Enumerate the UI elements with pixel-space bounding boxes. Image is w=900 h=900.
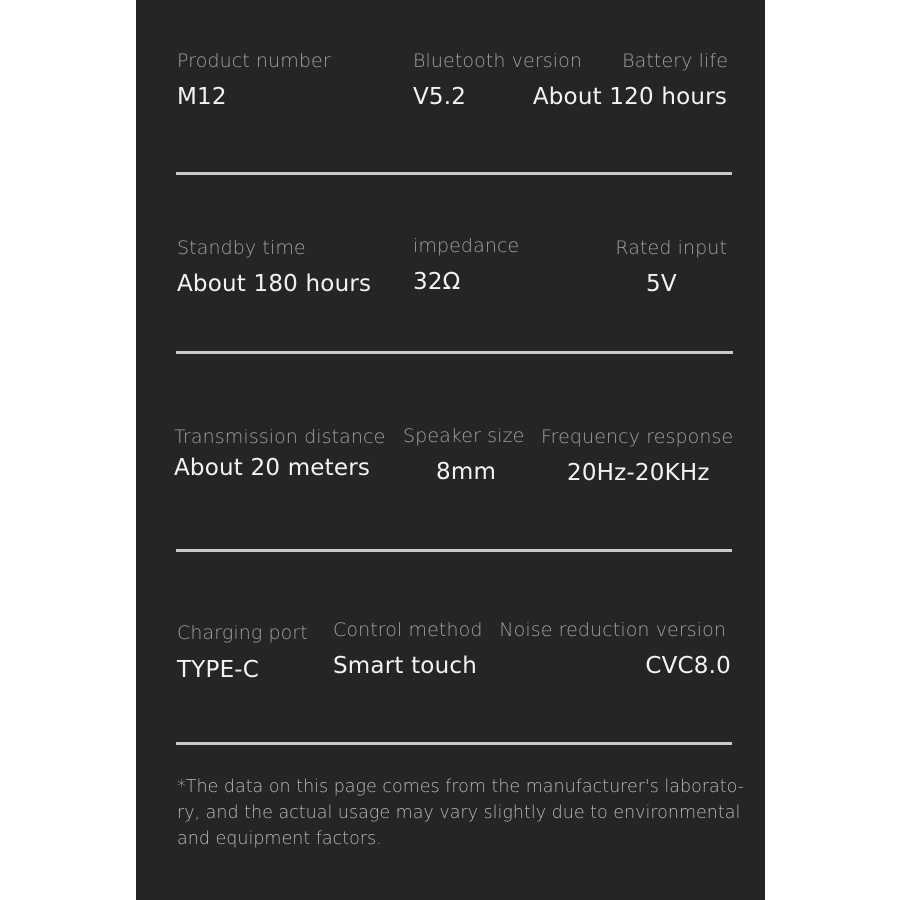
spec-value-product-number: M12 — [177, 84, 227, 110]
spec-label-frequency-response: Frequency response — [541, 426, 734, 448]
spec-label-charging-port: Charging port — [177, 622, 308, 644]
spec-label-battery-life: Battery life — [622, 50, 728, 72]
spec-value-noise-reduction-version: CVC8.0 — [645, 653, 731, 679]
spec-value-rated-input: 5V — [646, 271, 677, 297]
spec-label-control-method: Control method — [333, 619, 483, 641]
spec-value-charging-port: TYPE-C — [177, 657, 260, 683]
footnote-line-3: and equipment factors. — [177, 829, 382, 849]
spec-value-frequency-response: 20Hz-20KHz — [567, 460, 710, 486]
spec-value-transmission-distance: About 20 meters — [174, 455, 371, 481]
spec-value-control-method: Smart touch — [333, 653, 477, 679]
divider-2 — [176, 351, 733, 354]
spec-label-transmission-distance: Transmission distance — [174, 426, 386, 448]
spec-value-speaker-size: 8mm — [436, 459, 497, 485]
spec-label-standby-time: Standby time — [177, 237, 306, 259]
spec-value-bluetooth-version: V5.2 — [413, 84, 467, 110]
spec-label-noise-reduction-version: Noise reduction version — [499, 619, 726, 641]
spec-value-impedance: 32Ω — [413, 269, 461, 295]
divider-4 — [176, 742, 732, 745]
spec-value-standby-time: About 180 hours — [177, 271, 372, 297]
spec-label-impedance: impedance — [413, 235, 520, 257]
spec-label-rated-input: Rated input — [615, 237, 727, 259]
footnote-line-2: ry, and the actual usage may vary slightly due to environmental — [177, 803, 741, 823]
spec-value-battery-life: About 120 hours — [532, 84, 727, 110]
footnote-line-1: *The data on this page comes from the manufacturer's laborato- — [177, 777, 744, 797]
spec-label-product-number: Product number — [177, 50, 331, 72]
divider-3 — [176, 549, 732, 552]
spec-sheet-panel — [136, 0, 765, 900]
spec-label-bluetooth-version: Bluetooth version — [413, 50, 582, 72]
divider-1 — [176, 172, 732, 175]
spec-label-speaker-size: Speaker size — [403, 425, 525, 447]
disclaimer-footnote — [177, 774, 744, 852]
